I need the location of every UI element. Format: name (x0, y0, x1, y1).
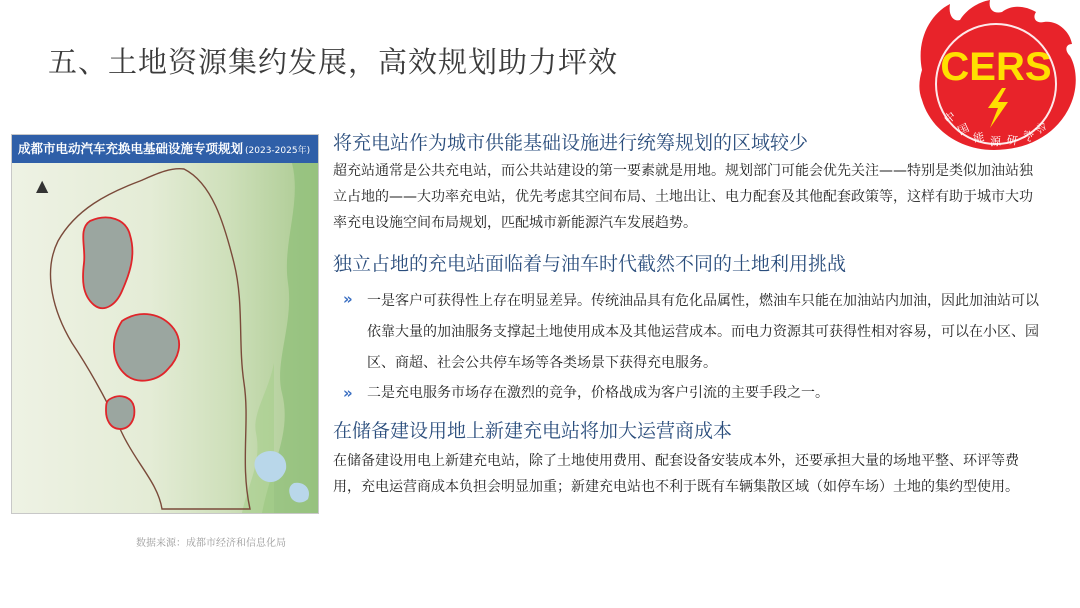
map-figure (11, 134, 319, 514)
cers-logo (908, 0, 1080, 152)
map-header-title: 成都市电动汽车充换电基础设施专项规划 (18, 141, 244, 156)
bullet-text: 一是客户可获得性上存在明显差异。传统油品具有危化品属性，燃油车只能在加油站内加油，因此加油站可以依靠大量的加油服务支撑起土地使用成本及其他运营成本。而电力资源其可获得性相对容易，可以在小区、园区、商超、社会公共停车场等各类场景下获得充电服务。 (367, 293, 1039, 371)
logo-subtitle-char-2: 能 (972, 130, 986, 145)
bullet-text: 二是充电服务市场存在激烈的竞争，价格战成为客户引流的主要手段之一。 (367, 385, 829, 401)
logo-text: CERS (940, 45, 1052, 89)
section-3-body: 在储备建设用电上新建充电站，除了土地使用费用、配套设备安装成本外，还要承担大量的场地平整、环评等费用，充电运营商成本负担会明显加重；新建充电站也不利于既有车辆集散区域（如停车场）土地的集约型使用。 (333, 453, 1019, 495)
logo-subtitle-char-5: 究 (1019, 127, 1036, 145)
map-image (12, 163, 318, 513)
bullet-marker: » (343, 384, 353, 402)
map-header-years: (2023-2025年) (245, 146, 311, 156)
urban-zone-south (106, 396, 134, 429)
slide-title: 五、土地资源集约发展，高效规划助力坪效 (48, 45, 619, 79)
map-source-note: 数据来源：成都市经济和信息化局 (136, 538, 286, 549)
bullet-marker: » (343, 290, 353, 308)
logo-subtitle-char-4: 研 (1005, 133, 1019, 148)
section-3-heading: 在储备建设用地上新建充电站将加大运营商成本 (333, 420, 733, 442)
logo-subtitle-char-3: 源 (990, 135, 1001, 148)
section-1-body: 超充站通常是公共充电站，而公共站建设的第一要素就是用地。规划部门可能会优先关注——特别是类似加油站独立占地的——大功率充电站，优先考虑其空间布局、土地出让、电力配套及其他配套政策等，这样有助于城市大功率充电设施空间布局规划，匹配城市新能源汽车发展趋势。 (333, 163, 1033, 231)
section-1-heading: 将充电站作为城市供能基础设施进行统筹规划的区域较少 (333, 132, 809, 154)
logo-subtitle-char-6: 会 (1032, 119, 1049, 137)
section-2-heading: 独立占地的充电站面临着与油车时代截然不同的土地利用挑战 (333, 253, 847, 275)
logo-subtitle-char-1: 国 (955, 121, 972, 138)
logo-subtitle-char-0: 中 (941, 109, 959, 127)
bullet-item-1 (343, 286, 1043, 371)
north-arrow-icon: ▲ (36, 176, 49, 195)
map-header (12, 135, 318, 163)
